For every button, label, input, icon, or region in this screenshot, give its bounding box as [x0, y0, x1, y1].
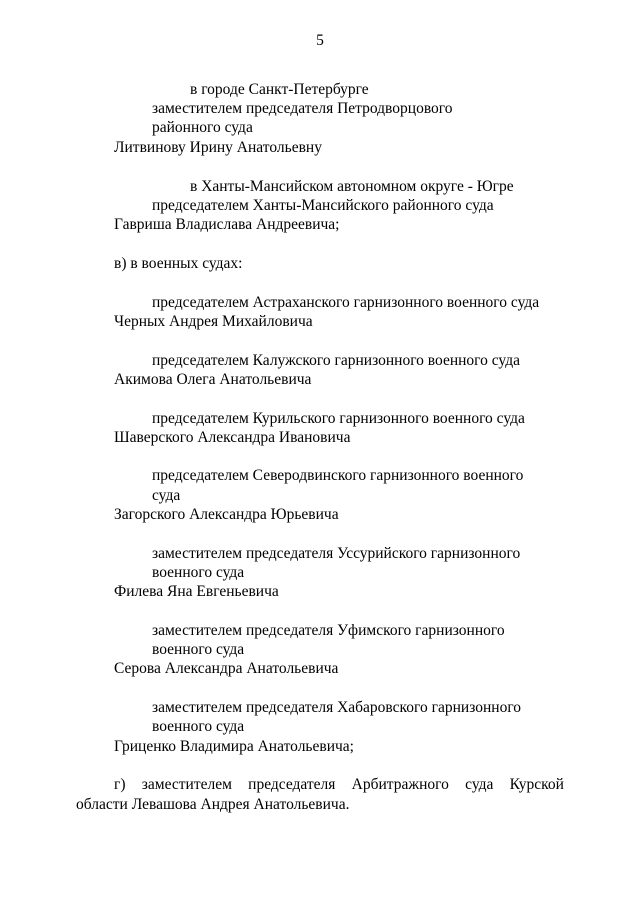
military-entry-name: Загорского Александра Юрьевича [114, 506, 339, 523]
military-entry-name: Серова Александра Анатольевича [114, 660, 339, 677]
spb-region: в городе Санкт-Петербурге [190, 81, 369, 98]
final-word: г) [114, 776, 126, 793]
military-entry-position-cont: суда [152, 487, 181, 504]
hmao-position: председателем Ханты-Мансийского районного суда [152, 197, 494, 214]
final-word: суда [465, 776, 494, 793]
spb-position-line1: заместителем председателя Петродворцового [152, 100, 453, 117]
military-entry-name: Акимова Олега Анатольевича [114, 371, 312, 388]
military-entry-position: заместителем председателя Уфимского гарнизонного [152, 622, 505, 639]
military-entry-position: председателем Курильского гарнизонного военного суда [152, 410, 525, 427]
page-number: 5 [316, 32, 324, 49]
final-word: Арбитражного [351, 776, 449, 793]
military-entry-name: Черных Андрея Михайловича [114, 313, 313, 330]
military-entry-position-cont: военного суда [152, 564, 245, 581]
final-word: заместителем [141, 776, 232, 793]
final-paragraph-line1 [114, 775, 564, 795]
military-entry-position: заместителем председателя Уссурийского гарнизонного [152, 545, 521, 562]
military-entry-name: Шаверского Александра Ивановича [114, 429, 351, 446]
military-entry-position-cont: военного суда [152, 718, 245, 735]
military-entry-position: председателем Северодвинского гарнизонного военного [152, 467, 524, 484]
spb-position-line2: районного суда [152, 119, 253, 136]
final-word: председателя [248, 776, 336, 793]
final-word: Курской [509, 776, 564, 793]
final-paragraph-line2: области Левашова Андрея Анатольевича. [76, 796, 350, 813]
military-courts-heading: в) в военных судах: [114, 255, 243, 272]
hmao-region: в Ханты-Мансийском автономном округе - Югре [190, 178, 514, 195]
military-entry-name: Гриценко Владимира Анатольевича; [114, 738, 354, 755]
military-entry-position: председателем Калужского гарнизонного военного суда [152, 352, 520, 369]
military-entry-position-cont: военного суда [152, 641, 245, 658]
military-entry-position: председателем Астраханского гарнизонного военного суда [152, 294, 540, 311]
hmao-appointee-name: Гавриша Владислава Андреевича; [114, 216, 340, 233]
spb-appointee-name: Литвинову Ирину Анатольевну [114, 139, 322, 156]
military-entry-position: заместителем председателя Хабаровского гарнизонного [152, 699, 522, 716]
military-entry-name: Филева Яна Евгеньевича [114, 583, 279, 600]
